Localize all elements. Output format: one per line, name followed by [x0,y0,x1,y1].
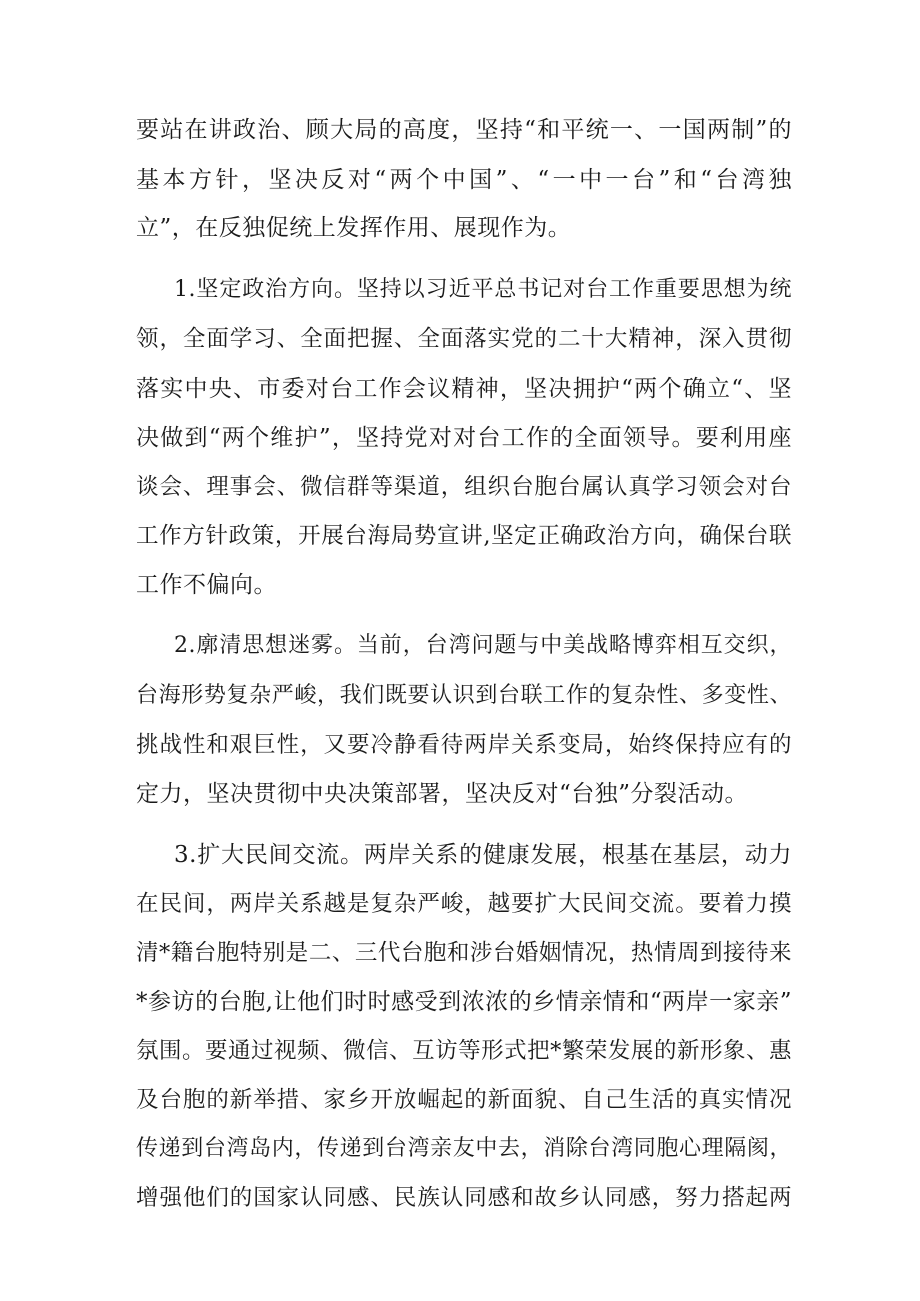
point-3-line-4: *参访的台胞,让他们时时感受到浓浓的乡情亲情和“两岸一家亲” [136,989,792,1015]
point-1-line-2: 领，全面学习、全面把握、全面落实党的二十大精神，深入贯彻 [136,326,792,352]
point-3-line-5: 氛围。要通过视频、微信、互访等形式把*繁荣发展的新形象、惠 [136,1038,792,1064]
point-1-line-3: 落实中央、市委对台工作会议精神，坚决拥护“两个确立“、坚 [136,376,792,402]
point-3-line-6: 及台胞的新举措、家乡开放崛起的新面貌、自己生活的真实情况 [136,1087,792,1113]
point-2-line-3: 挑战性和艰巨性，又要冷静看待两岸关系变局，始终保持应有的 [136,732,792,758]
intro-line-1: 要站在讲政治、顾大局的高度，坚持“和平统一、一国两制”的 [136,117,792,143]
point-2-line-2: 台海形势复杂严峻，我们既要认识到台联工作的复杂性、多变性、 [136,683,792,708]
point-3-line-2: 在民间，两岸关系越是复杂严峻，越要扩大民间交流。要着力摸 [136,891,792,917]
intro-line-3: 立”，在反独促统上发挥作用、展现作为。 [136,215,572,241]
point-3-line-1: 3.扩大民间交流。两岸关系的健康发展，根基在基层，动力 [174,842,792,868]
point-1-line-1: 1.坚定政治方向。坚持以习近平总书记对台工作重要思想为统 [174,277,792,302]
intro-line-2: 基本方针，坚决反对“两个中国”、“一中一台”和“台湾独 [136,167,792,193]
point-1-line-4: 决做到“两个维护”，坚持党对对台工作的全面领导。要利用座 [136,425,792,451]
point-3-line-3: 清*籍台胞特别是二、三代台胞和涉台婚姻情况，热情周到接待来 [136,940,792,966]
point-2-line-1: 2.廓清思想迷雾。当前，台湾问题与中美战略博弈相互交织， [174,633,792,658]
point-2-line-4: 定力，坚决贯彻中央决策部署，坚决反对“台独”分裂活动。 [136,781,749,807]
point-1-line-5: 谈会、理事会、微信群等渠道，组织台胞台属认真学习领会对台 [136,474,792,500]
point-1-line-7: 工作不偏向。 [136,572,277,598]
point-3-line-8: 增强他们的国家认同感、民族认同感和故乡认同感，努力搭起两 [136,1185,792,1211]
point-1-line-6: 工作方针政策，开展台海局势宣讲,坚定正确政治方向，确保台联 [136,523,792,549]
point-3-line-7: 传递到台湾岛内，传递到台湾亲友中去，消除台湾同胞心理隔阂， [136,1136,792,1161]
